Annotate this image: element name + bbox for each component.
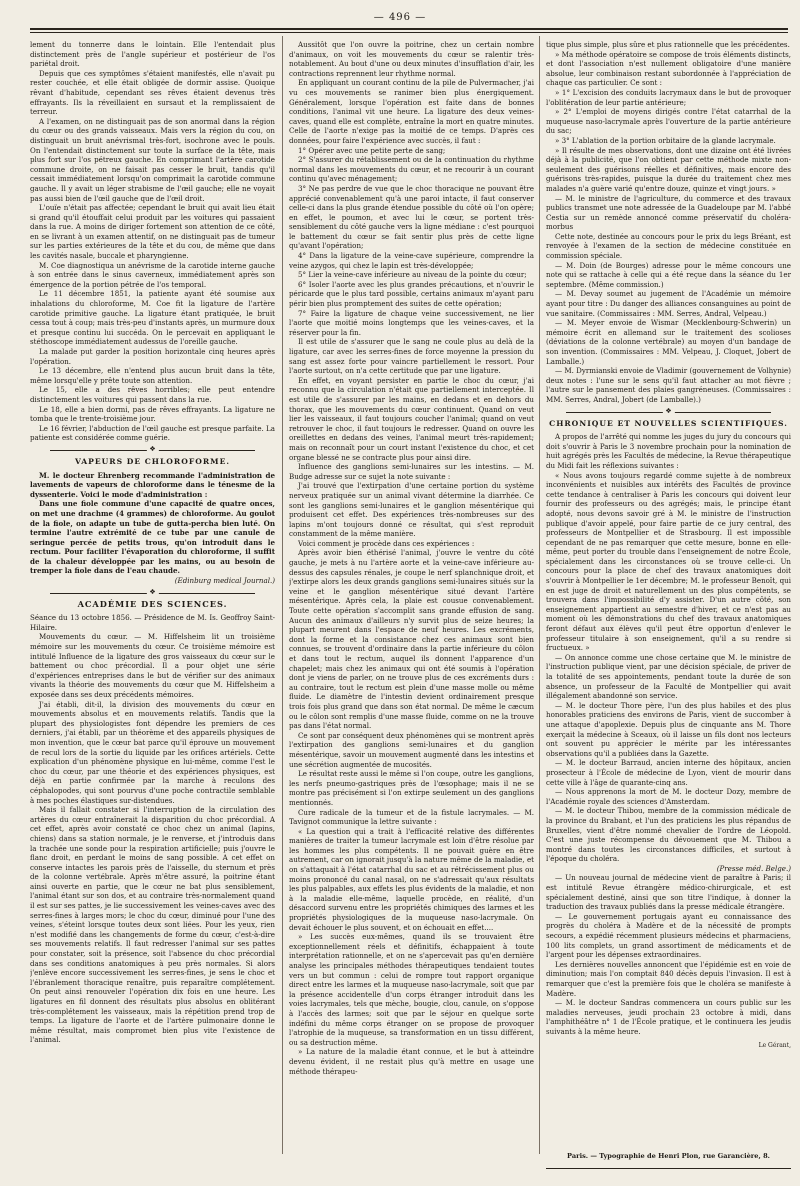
paragraph: La malade put garder la position horizontale cinq heures après l'opération. [30, 347, 275, 366]
section-divider [50, 450, 255, 451]
paragraph: Après avoir bien éthérisé l'animal, j'ouvre le ventre du côté gauche, je mets à nu l'artère aorte et la veine-cave inférieure au-dessus des capsules rénales, je coupe le nerf splanchnique droit, et j'extirpe alors les deux grands ganglions semi-lunaires situés sur la veine et le ganglion mésentérique situé devant l'artère mésentérique. Après cela, la plaie est cousue convenablement. Toute cette opération s'accomplit sans grande effusion de sang. Aucun des animaux d'ailleurs n'y survit plus de seize heures; la plupart meurent dans l'espace de neuf heures. Les excréments, dont la forme et la consistance chez ces animaux sont bien connues, se trouvent d'ordinaire dans la partie inférieure du côlon et dans tout le rectum, auquel ils donnent l'apparence d'un chapelet; mais chez les animaux qui ont été soumis à l'opération dont je viens de parler, on ne trouve plus de ces excréments durs : au contraire, tout le rectum est plein d'une masse molle ou même fluide. Le diamètre de l'intestin devient ordinairement presque trois fois plus grand que dans son état normal. De même le cæcum ou le côlon sont remplis d'une masse fluide, comme on ne la trouve pas dans l'état normal. [289, 548, 534, 731]
paragraph: En effet, en voyant persister en partie le choc du cœur, j'ai reconnu que la circulation n'était que partiellement interceptée. Il est utile de s'assurer par les mains, en dedans et en dehors du thorax, que les mouvements du cœur continuent. Quand on veut lier les vaisseaux, il faut toujours coucher l'animal; quand on veut retrouver le choc, il faut toujours le redresser. Quand on ouvre les oreillettes en dedans des veines, l'animal meurt très-rapidement; mais on reconnaît pour un court instant l'existence du choc, et cet organe blessé ne se contracte plus pour ainsi dire. [289, 375, 534, 462]
paragraph: » La nature de la maladie étant connue, et le but à atteindre devenu évident, il ne restait plus qu'à mettre en usage une méthode thérapeu- [289, 1047, 534, 1076]
paragraph: Ce sont par conséquent deux phénomènes qui se montrent après l'extirpation des ganglions semi-lunaires et du ganglion mésentérique, savoir un mouvement augmenté dans les intestins et une sécrétion augmentée de mucosités. [289, 730, 534, 769]
paragraph: A propos de l'arrêté qui nomme les juges du jury du concours qui doit s'ouvrir à Paris le 3 novembre prochain pour la nomination de huit agrégés près les Facultés de médecine, la Revue thérapeutique du Midi fait les réflexions suivantes : [546, 432, 791, 470]
paragraph: — Un nouveau journal de médecine vient de paraître à Paris; il est intitulé Revue étrangère médico-chirurgicale, et est spécialement destiné, ainsi que son titre l'indique, à donner la traduction des travaux publiés dans la presse médicale étrangère. [546, 873, 791, 912]
paragraph: Le 11 décembre 1851, la patiente ayant été soumise aux inhalations du chloroforme, M. Coe fit la ligature de l'artère carotide primitive gauche. La ligature étant pratiquée, le bruit cessa tout à coup; mais très-peu d'instants après, un murmure doux et presque continu lui succéda. On le percevait en appliquant le stéthoscope immédiatement audessus de l'oreille gauche. [30, 289, 275, 347]
paragraph: » Il résulte de mes observations, dont une dizaine ont été livrées déjà à la publicité, que l'on obtient par cette méthode mixte non-seulement des guérisons réelles et définitives, mais encore des guérisons très-rapides, puisque la durée du traitement chez mes malades n'a guère varié qu'entre douze, quinze et vingt jours. » [546, 145, 791, 193]
printer-imprint: Paris. — Typographie de Henri Plon, rue Garancière, 8. [567, 1152, 770, 1160]
paragraph: Cette note, destinée au concours pour le prix du legs Bréant, est renvoyée à l'examen de la section de médecine constituée en commission spéciale. [546, 231, 791, 261]
paragraph: L'ouïe n'était pas affectée; cependant le bruit qui avait lieu était si grand qu'il étouffait celui produit par les voitures qui passaient dans la rue. A moins de diriger fortement son attention de ce côté, en se livrant à un examen attentif, on ne distinguait pas de tumeur sur les parties extérieures de la tête et du cou, de même que dans les cavités nasale, buccale et pharyngienne. [30, 203, 275, 261]
paragraph: Le 16 février, l'abduction de l'œil gauche est presque parfaite. La patiente est considérée comme guérie. [30, 423, 275, 443]
column-3 [546, 40, 791, 1160]
paragraph: — M. le docteur Barraud, ancien interne des hôpitaux, ancien prosecteur à l'École de médecine de Lyon, vient de mourir dans cette ville à l'âge de quarante-cinq ans. [546, 758, 791, 787]
paragraph: — M. le ministre de l'agriculture, du commerce et des travaux publics transmet une note adressée de la Guadeloupe par M. l'abbé Cestia sur un remède annoncé comme préservatif du choléra-morbus [546, 193, 791, 232]
paragraph: « Nous avons toujours regardé comme sujette à de nombreux inconvénients et nuisibles aux intérêts des Facultés de province cette tendance à centraliser à Paris les concours qui doivent leur fournir des professeurs ou des agrégés; mais, le principe étant adopté, nous devons savoir gré à M. le ministre de l'instruction publique d'avoir appelé, pour faire partie de ce jury central, des professeurs de Montpellier et de Strasbourg. Il est impossible cependant de ne pas remarquer que cette mesure, bonne en elle-même, peut porter du trouble dans l'enseignement de notre École, spécialement dans les circonstances où se trouve celle-ci. Un concours pour la place de chef des travaux anatomiques doit s'ouvrir à Montpellier le 1er décembre; M. le professeur Benoît, qui en est juge de droit et naturellement un des plus compétents, se trouvera dans l'impossibilité d'y assister. D'un autre côté, son enseignement appartient au semestre d'hiver, et ce n'est pas au moment où les démonstrations du chef des travaux anatomiques feront défaut aux élèves qu'il peut être opportun d'enlever le professeur titulaire à son enseignement, qu'il a su rendre si fructueux. » [546, 470, 791, 653]
page-number: — 496 — [373, 12, 427, 23]
paragraph: Cure radicale de la tumeur et de la fistule lacrymales. — M. Tavignot communique la lettre suivante : [289, 807, 534, 827]
paragraph: Aussitôt que l'on ouvre la poitrine, chez un certain nombre d'animaux, on voit les mouvements du cœur se ralentir très-notablement. Au bout d'une ou deux minutes d'insufflation d'air, les contractions reprennent leur rhythme normal. [289, 40, 534, 78]
column-1 [30, 40, 275, 1150]
paragraph: M. le docteur Ehrenberg recommande l'administration de lavements de vapeurs de chloroforme dans le ténesme de la dyssenterie. Voici le mode d'administration : [30, 470, 275, 499]
paragraph: lement du tonnerre dans le lointain. Elle l'entendait plus distinctement près de l'angle supérieur et postérieur de l'os pariétal droit. [30, 40, 275, 69]
paragraph: Le 13 décembre, elle n'entend plus aucun bruit dans la tête, même lorsqu'elle y prête toute son attention. [30, 366, 275, 385]
paragraph: 1° Opérer avec une petite perte de sang; [298, 145, 446, 155]
paragraph: Depuis que ces symptômes s'étaient manifestés, elle n'avait pu rester couchée, et elle était obligée de dormir assise. Quoique rêvant d'habitude, cependant ses rêves étaient devenus très effrayants. Ils la réveillaient en sursaut et la remplissaient de terreur. [30, 68, 275, 117]
paragraph: 5° Lier la veine-cave inférieure au niveau de la pointe du cœur; [298, 270, 527, 280]
column-2 [289, 40, 534, 1150]
source-citation: (Presse méd. Belge.) [716, 863, 791, 873]
paragraph: — On annonce comme une chose certaine que M. le ministre de l'instruction publique vient, par une décision spéciale, de priver de la totalité de ses appointements, pendant toute la durée de son absence, un professeur de la Faculté de Montpellier qui avait illégalement abandonné son service. [546, 652, 791, 701]
paragraph: » 3° L'ablation de la portion orbitaire de la glande lacrymale. [555, 135, 776, 145]
paragraph: Voici comment je procède dans ces expériences : [298, 538, 475, 548]
paragraph: — M. Dyrmianski envoie de Vladimir (gouvernement de Volhynie) deux notes : l'une sur le sens qu'il faut attacher au mot fièvre ; l'autre sur le pansement des plaies gangréneuses. (Commissaires : MM. Serres, Andral, Jobert (de Lamballe).) [546, 366, 791, 404]
paragraph: Influence des ganglions semi-lunaires sur les intestins. — M. Budge adresse sur ce sujet la note suivante : [289, 462, 534, 481]
section-title-academie: ACADÉMIE DES SCIENCES. [77, 598, 228, 609]
paragraph: — M. Meyer envoie de Wismar (Mecklenbourg-Schwerin) un mémoire écrit en allemand sur le traitement des scolioses (déviations de la colonne vertébrale) au moyen d'un bandage de son invention. (Commissaires : MM. Velpeau, J. Cloquet, Jobert de Lamballe.) [546, 318, 791, 366]
paragraph: Mouvements du cœur. — M. Hiffelsheim lit un troisième mémoire sur les mouvements du cœur. Ce troisième mémoire est intitulé Influence de la ligature des gros vaisseaux du cœur sur le battement ou choc précordial. Il a pour objet une série d'expériences entreprises dans le but de vérifier sur des animaux vivants la théorie des mouvements du cœur que M. Hiffelsheim a exposée dans ses deux précédents mémoires. [30, 632, 275, 699]
column-separator-1 [282, 36, 283, 1154]
paragraph: « La question qui a trait à l'efficacité relative des différentes manières de traiter la tumeur lacrymale est loin d'être résolue par les hommes les plus compétents. Il ne pouvait guère en être autrement, car on ignorait jusqu'à la nature même de la maladie, et on s'attaquait à l'état catarrhal du sac et au rétrécissement plus ou moins prononcé du canal nasal, on ne s'adressait qu'aux résultats les plus palpables, aux effets les plus évidents de la maladie, et non à la maladie elle-même, laquelle procède, en réalité, d'un désaccord survenu entre les propriétés chimiques des larmes et les propriétés physiologiques de la muqueuse naso-lacrymale. On devait échouer le plus souvent, et on échouait en effet.... [289, 826, 534, 932]
paragraph: Le 15, elle a des rêves horribles; elle peut entendre distinctement les voitures qui passent dans la rue. [30, 385, 275, 404]
paragraph: 3° Ne pas perdre de vue que le choc thoracique ne pouvant être apprécié convenablement qu'à une paroi intacte, il faut conserver celle-ci dans la plus grande étendue possible du côté où l'on opère; en effet, le poumon, et avec lui le cœur, se portent très-sensiblement du côté gauche vers la ligne médiane : c'est pourquoi le battement du cœur se fait sentir plus près de cette ligne qu'avant l'opération; [289, 183, 534, 251]
paragraph: 7° Faire la ligature de chaque veine successivement, ne lier l'aorte que moitié moins longtemps que les veines-caves, et la réserver pour la fin. [289, 308, 534, 337]
paragraph: 6° Isoler l'aorte avec les plus grandes précautions, et n'ouvrir le péricarde que le plus tard possible, certains animaux m'ayant paru périr bien plus promptement des suites de cette opération; [289, 279, 534, 309]
source-citation: (Edinburg medical Journal.) [174, 576, 275, 586]
paragraph: 4° Dans la ligature de la veine-cave supérieure, comprendre la veine azygos, qui chez le lapin est très-développée; [289, 251, 534, 270]
paragraph: En appliquant un courant continu de la pile de Pulvermacher, j'ai vu ces mouvements se ranimer bien plus énergiquement. Généralement, lorsque l'opération est faite dans de bonnes conditions, l'animal vit une heure. La ligature des deux veines-caves, quand elle est complète, entraîne la mort en quatre minutes. Celle de l'aorte n'exige pas la moitié de ce temps. D'après ces données, pour faire l'expérience avec succès, il faut : [289, 78, 534, 145]
paragraph: A l'examen, on ne distinguait pas de son anormal dans la région du cœur ou des grands vaisseaux. Mais vers la région du cou, on distinguait un bruit anévrismal très-fort, isochrone avec le pouls. On l'entendait distinctement sur toute la surface de la tête, mais plus fort sur l'os pétreux gauche. En comprimant l'artère carotide commune droite, on ne faisait pas cesser le bruit, tandis qu'il cessait immédiatement lorsqu'on comprimait la carotide commune gauche. Il y avait un léger strabisme de l'œil gauche; elle ne voyait pas aussi bien de l'œil gauche que de l'œil droit. [30, 116, 275, 203]
section-divider [566, 412, 771, 413]
paragraph: M. Coe diagnostiqua un anévrisme de la carotide interne gauche à son entrée dans le sinus caverneux, immédiatement après son émergence de la portion pétrée de l'os temporal. [30, 260, 275, 289]
gerant-signature: Le Gérant, [758, 1041, 791, 1049]
paragraph: — M. Devay soumet au jugement de l'Académie un mémoire ayant pour titre : Du danger des alliances consanguines au point de vue sanitaire. (Commissaires : MM. Serres, Andral, Velpeau.) [546, 289, 791, 318]
paragraph: — M. Doin (de Bourges) adresse pour le même concours une note qui se rattache à celle qui a été reçue dans la séance du 1er septembre. (Même commission.) [546, 260, 791, 289]
paragraph: » 2° L'emploi de moyens dirigés contre l'état catarrhal de la muqueuse naso-lacrymale après l'ouverture de la partie antérieure du sac; [546, 107, 791, 136]
paragraph: 2° S'assurer du rétablissement ou de la continuation du rhythme normal dans les mouvements du cœur, et ne recourir à un courant continu qu'avec ménagement; [289, 155, 534, 184]
paragraph: — Le gouvernement portugais ayant eu connaissance des progrès du choléra à Madère et de la nécessité de prompts secours, a expédié récemment plusieurs médecins et pharmaciens, 100 lits complets, un grand assortiment de médicaments et de l'argent pour les dépenses extraordinaires. [546, 911, 791, 960]
paragraph: tique plus simple, plus sûre et plus rationnelle que les précédentes. [546, 40, 790, 49]
paragraph: — M. le docteur Thore père, l'un des plus habiles et des plus honorables praticiens des environs de Paris, vient de succomber à une attaque d'apoplexie. Depuis plus de cinquante ans M. Thore exerçait la médecine à Sceaux, où il laisse un fils dont nos lecteurs ont souvent pu apprécier le mérite par les intéressantes observations qu'il a publiées dans la Gazette. [546, 700, 791, 758]
paragraph: Le 18, elle a bien dormi, pas de rêves effrayants. La ligature ne tomba que le trente-troisième jour. [30, 404, 275, 424]
bottom-rule [546, 1168, 791, 1169]
paragraph: » Ma méthode opératoire se compose de trois éléments distincts, et dont l'association n'est nullement obligatoire d'une manière absolue, leur combinaison restant subordonnée à l'appréciation de chaque cas particulier. Ce sont : [546, 49, 791, 88]
header-rule [30, 28, 788, 30]
section-title-chronique: CHRONIQUE ET NOUVELLES SCIENTIFIQUES. [549, 418, 788, 428]
paragraph: Les dernières nouvelles annoncent que l'épidémie est en voie de diminution; mais l'on comptait 840 décès depuis l'invasion. Il est à remarquer que c'est la première fois que le choléra se manifeste à Madère. [546, 959, 791, 998]
section-divider [50, 593, 255, 594]
paragraph: Dans une fiole commune d'une capacité de quatre onces, on met une drachme (4 grammes) de chloroforme. Au goulot de la fiole, on adapte un tube de gutta-percha bien luté. On termine l'autre extrémité de ce tube par une canule de seringue percée de petits trous, qu'on introduit dans le rectum. Pour faciliter l'évaporation du chloroforme, il suffit de la chaleur développée par les mains, ou au besoin de tremper la fiole dans de l'eau chaude. [30, 499, 275, 576]
paragraph: — Nous apprenons la mort de M. le docteur Dozy, membre de l'Académie royale des sciences d'Amsterdam. [546, 787, 791, 806]
paragraph: Le résultat reste aussi le même si l'on coupe, outre les ganglions, les nerfs pneumo-gastriques près de l'œsophage; mais il ne se montre pas précisément si l'on extirpe seulement un des ganglions mentionnés. [289, 769, 534, 807]
section-title-chloroforme: VAPEURS DE CHLOROFORME. [74, 456, 231, 466]
column-separator-2 [539, 36, 540, 1154]
paragraph: » 1° L'excision des conduits lacrymaux dans le but de provoquer l'oblitération de leur partie antérieure; [546, 87, 791, 107]
paragraph: Il est utile de s'assurer que le sang ne coule plus au delà de la ligature, car avec les serres-fines de force moyenne la pression du sang est assez forte pour vaincre partiellement le ressort. Pour l'aorte surtout, on n'a cette certitude que par une ligature. [289, 337, 534, 376]
paragraph: — M. le docteur Thibou, membre de la commission médicale de la province du Brabant, et l'un des praticiens les plus répandus de Bruxelles, vient d'être nommé chevalier de l'ordre de Léopold. C'est une juste récompense du dévouement que M. Thibou a montré dans toutes les circonstances difficiles, et surtout à l'époque du choléra. [546, 806, 791, 864]
paragraph: J'ai trouvé que l'extirpation d'une certaine portion du système nerveux pratiquée sur un animal vivant détermine la diarrhée. Ce sont les ganglions semi-lunaires et le ganglion mésentérique qui produisent cet effet. Des expériences très-nombreuses sur des lapins m'ont toujours donné ce résultat, qui s'est reproduit constamment de la même manière. [289, 481, 534, 539]
paragraph: » Les succès eux-mêmes, quand ils se trouvaient être exceptionnellement réels et définitifs, échappaient à toute interprétation rationnelle, et on ne s'apercevait pas qu'en dernière analyse les principales méthodes thérapeutiques tendaient toutes vers un but commun : celui de rompre tout rapport organique direct entre les larmes et la muqueuse naso-lacrymale, soit que par la présence accidentelle d'un corps étranger introduit dans les voies lacrymales, tels que mèche, bougie, clou, canule, on s'oppose à l'accès des larmes; soit que par le séjour en quelque sorte indéfini du même corps étranger on se propose de provoquer l'atrophie de la muqueuse, sa transformation en un tissu différent, ou sa destruction même. [289, 932, 534, 1047]
paragraph: Mais il fallait constater si l'interruption de la circulation des artères du cœur entraînerait la disparition du choc précordial. A cet effet, après avoir constaté ce choc chez un animal (lapins, chiens) dans sa station normale, je le renverse, et j'introduis dans la trachée une sonde pour la respiration artificielle; puis j'ouvre le flanc droit, en perdant le moins de sang possible. A cet effet on conserve intactes les parois près de l'aisselle, du sternum et près de la colonne vertébrale. Après m'être assuré, la poitrine étant ainsi ouverte en partie, que le cœur ne bat plus sensiblement, l'animal étant sur son dos, et au contraire très-normalement quand il est sur ses pattes, je lie successivement les veines-caves avec des serres-fines à larges mors; le choc du cœur, diminué pour l'une des veines, s'éteint lorsque toutes deux sont liées. Pour les yeux, rien n'est modifié dans les changements de forme du cœur, c'est-à-dire ses mouvements relatifs. Il faut redresser l'animal sur ses pattes pour constater, soit la présence, soit l'absence du choc précordial dans ses conditions anatomiques à peu près normales. Si alors j'enlève encore successivement les serres-fines, je sens le choc et l'ébranlement thoracique renaître, puis reparaître complétement. On peut ainsi renouveler l'opération dix fois en une heure. Les ligatures en fil donnent des résultats plus absolus en oblitérant très-complétement les vaisseaux, mais la répétition prend trop de temps. La ligature de l'aorte et de l'artère pulmonaire donne le même résultat, mais compromet bien plus vite l'existence de l'animal. [30, 805, 275, 1045]
paragraph: J'ai établi, dit-il, la division des mouvements du cœur en mouvements absolus et en mouvements relatifs. Tandis que la plupart des physiologistes font dépendre les premiers de ces derniers, j'ai établi, par un théorème et des appareils physiques de mon invention, que le cœur bat parce qu'il éprouve un mouvement de recul lors de la sortie du liquide par les orifices artériels. Cette explication d'un phénomène physique en lui-même, comme l'est le choc du cœur, par une théorie et des expériences physiques, est déjà en partie confirmée par la marche à reculons des céphalopodes, qui sont pourvus d'une poche contractile semblable à mes poches élastiques sur-distendues. [30, 699, 275, 805]
paragraph: — M. le docteur Sandras commencera un cours public sur les maladies nerveuses, jeudi prochain 23 octobre à midi, dans l'amphithéâtre n° 1 de l'École pratique, et le continuera les jeudis suivants à la même heure. [546, 998, 791, 1036]
seance-line: Séance du 13 octobre 1856. — Présidence de M. Is. Geoffroy Saint-Hilaire. [30, 613, 275, 632]
